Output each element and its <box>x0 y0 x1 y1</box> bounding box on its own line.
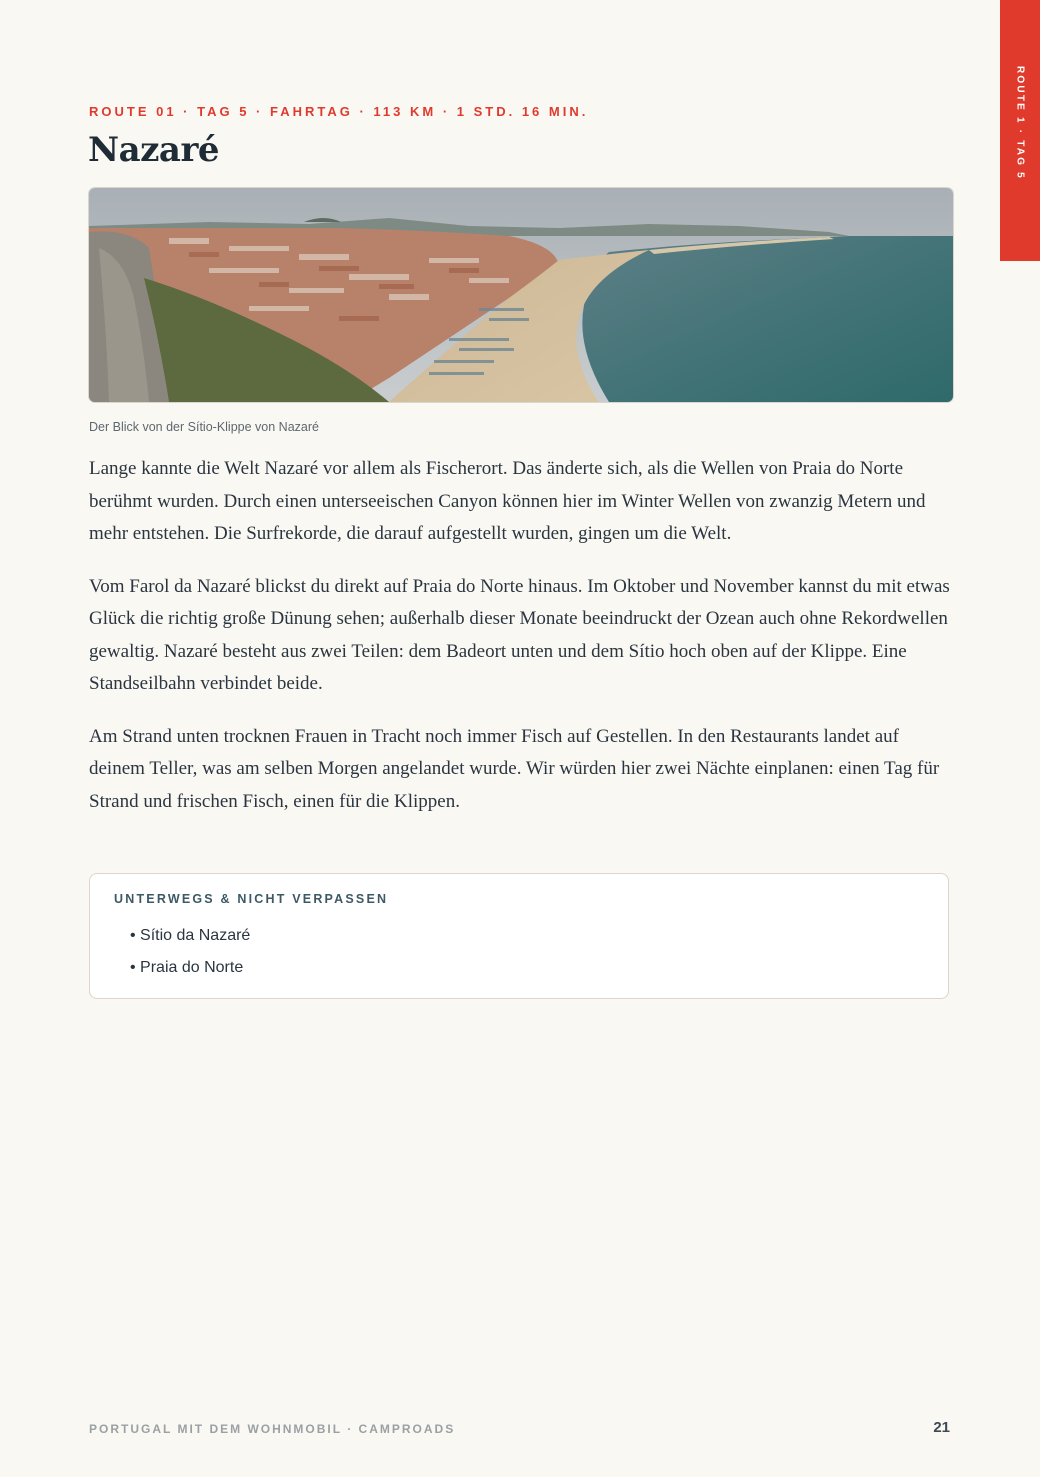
highlights-title: UNTERWEGS & NICHT VERPASSEN <box>114 892 389 906</box>
photo-caption: Der Blick von der Sítio-Klippe von Nazaré <box>89 420 319 434</box>
chapter-side-tab-label: ROUTE 1 · TAG 5 <box>1014 66 1026 180</box>
article-body <box>89 453 954 838</box>
page-number: 21 <box>933 1419 950 1436</box>
highlight-item: • Praia do Norte <box>130 952 924 984</box>
highlight-item: • Sítio da Nazaré <box>130 920 924 952</box>
page-title: Nazaré <box>88 130 219 170</box>
highlights-box <box>89 873 949 999</box>
nazare-panorama-photo <box>89 188 953 402</box>
route-kicker: ROUTE 01 · TAG 5 · FAHRTAG · 113 KM · 1 STD. 16 MIN. <box>89 104 589 119</box>
chapter-side-tab <box>1000 0 1040 261</box>
body-paragraph: Lange kannte die Welt Nazaré vor allem als Fischerort. Das änderte sich, als die Wellen von Praia do Norte berühmt wurden. Durch einen unterseeischen Canyon können hier im Winter Wellen von zwanzig Metern und mehr entstehen. Die Surfrekorde, die darauf aufgestellt wurden, gingen um die Welt. <box>89 458 926 544</box>
highlights-list <box>114 920 924 984</box>
body-paragraph: Am Strand unten trocknen Frauen in Tracht noch immer Fisch auf Gestellen. In den Restaurants landet auf deinem Teller, was am selben Morgen angelandet wurde. Wir würden hier zwei Nächte einplanen: einen Tag für Strand und frischen Fisch, einen für die Klippen. <box>89 725 940 812</box>
body-paragraph: Vom Farol da Nazaré blickst du direkt auf Praia do Norte hinaus. Im Oktober und November kannst du mit etwas Glück die richtig große Dünung sehen; außerhalb dieser Monate beeindruckt der Ozean auch ohne Rekordwellen gewaltig. Nazaré besteht aus zwei Teilen: dem Badeort unten und dem Sítio hoch oben auf der Klippe. Eine Standseilbahn verbindet beide. <box>89 575 950 694</box>
footer-publication: PORTUGAL MIT DEM WOHNMOBIL · CAMPROADS <box>89 1422 456 1436</box>
